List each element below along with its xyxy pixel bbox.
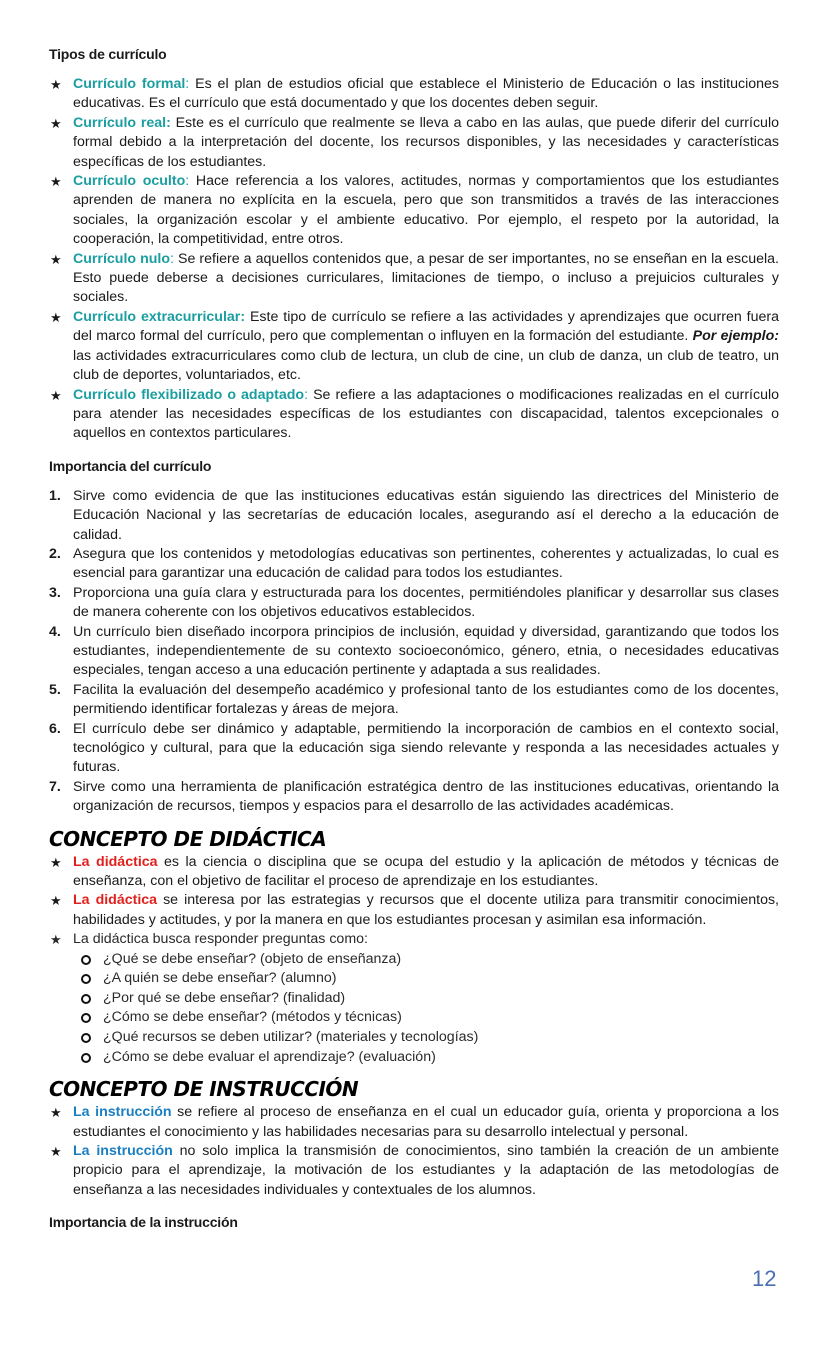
circle-bullet-icon (81, 1013, 91, 1023)
term: Currículo extracurricular: (73, 308, 246, 325)
list-item: 1. Sirve como evidencia de que las instituciones educativas están siguiendo las directrices del Ministerio de Educación Nacional y las secretarías de educación locales, asegurando así el derecho a la educación de calidad. (49, 487, 779, 543)
star-bullet-icon: ★ (50, 1144, 62, 1160)
list-item: ★ Currículo formal: Es el plan de estudios oficial que establece el Ministerio de Educación o las instituciones educativas. Es el currículo que está documentado y que los docentes deben seguir. (50, 76, 779, 112)
list-item: 7. Sirve como una herramienta de planificación estratégica dentro de las instituciones educativas, orientando la organización de recursos, tiempos y espacios para el desarrollo de las actividades académicas. (49, 778, 779, 815)
list-item: ★ Currículo extracurricular: Este tipo de currículo se refiere a las actividades y aprendizajes que ocurren fuera del marco formal del currículo, pero que complementan o influyen en la formación del estudiante. Por ejemplo: las actividades extracurriculares como club de lectura, un club de cine, un club de danza, un club de teatro, un club de deportes, voluntariados, etc. (50, 308, 779, 384)
star-bullet-icon: ★ (50, 309, 62, 325)
list-item: ★ La instrucción no solo implica la transmisión de conocimientos, sino también la creación de un ambiente propicio para el aprendizaje, la motivación de los estudiantes y la adaptación de las metodologías de enseñanza a las necesidades individuales y contextuales de los alumnos. (50, 1143, 779, 1198)
list-item: ¿Qué recursos se deben utilizar? (materiales y tecnologías) (79, 1028, 779, 1048)
term: La didáctica (73, 892, 158, 909)
term: Currículo flexibilizado o adaptado (73, 386, 305, 403)
term: Currículo real: (73, 114, 171, 131)
page-number: 12 (752, 1266, 777, 1291)
list-item: ¿Cómo se debe enseñar? (métodos y técnicas) (79, 1008, 779, 1028)
list-item: ¿Qué se debe enseñar? (objeto de enseñanza) (79, 950, 779, 970)
term: Currículo nulo (73, 250, 171, 267)
circle-bullet-icon (81, 1053, 91, 1063)
star-bullet-icon: ★ (50, 77, 62, 92)
list-item: ¿A quién se debe enseñar? (alumno) (79, 969, 779, 989)
list-item: ★ Currículo flexibilizado o adaptado: Se refiere a las adaptaciones o modificaciones realizadas en el currículo para atender las necesidades específicas de los estudiantes con discapacidad, talentos excepcionales o aquellos en contextos particulares. (50, 386, 780, 442)
importancia-instruccion-heading: Importancia de la instrucción (49, 1214, 238, 1231)
list-item: ★ La instrucción se refiere al proceso de enseñanza en el cual un educador guía, orienta y proporciona a los estudiantes el conocimiento y las habilidades necesarias para su desarrollo intelectual y personal. (50, 1104, 779, 1140)
list-item: 6. El currículo debe ser dinámico y adaptable, permitiendo la incorporación de cambios en el contexto social, tecnológico y cultural, para que la educación siga siendo relevante y responda a las necesidades actuales y futuras. (49, 720, 779, 776)
star-bullet-icon: ★ (50, 387, 62, 403)
tipos-heading: Tipos de currículo (49, 46, 167, 62)
star-bullet-icon: ★ (50, 1105, 62, 1121)
list-item: 4. Un currículo bien diseñado incorpora principios de inclusión, equidad y diversidad, garantizando que todos los estudiantes, independientemente de su contexto socioeconómico, género, etnia, o necesidades educativas especiales, tengan acceso a una educación pertinente y adaptada a sus realidades. (49, 623, 779, 679)
instruccion-list (49, 1103, 779, 1200)
list-item: ¿Cómo se debe evaluar el aprendizaje? (evaluación) (79, 1048, 779, 1068)
importancia-curriculo-heading: Importancia del currículo (49, 457, 212, 474)
list-item: ★ Currículo nulo: Se refiere a aquellos contenidos que, a pesar de ser importantes, no se enseñan en la escuela. Esto puede deberse a decisiones curriculares, limitaciones de tiempo, o incluso a prejuicios culturales y sociales. (50, 250, 779, 306)
star-bullet-icon: ★ (50, 115, 62, 131)
list-item: ★ Currículo real: Este es el currículo que realmente se lleva a cabo en las aulas, que puede diferir del currículo formal debido a la interpretación del docente, los recursos disponibles, y las necesidades y características específicas de los estudiantes. (50, 114, 779, 170)
questions-list (49, 950, 779, 1068)
document-page (49, 46, 779, 1243)
circle-bullet-icon (81, 974, 91, 984)
didactica-title: CONCEPTO DE DIDÁCTICA (49, 826, 327, 851)
star-bullet-icon: ★ (50, 854, 62, 870)
term: La instrucción (73, 1143, 173, 1160)
circle-bullet-icon (81, 1033, 91, 1043)
instruccion-title: CONCEPTO DE INSTRUCCIÓN (49, 1077, 359, 1102)
emphasis: Por ejemplo: (692, 328, 779, 345)
list-item: ★ La didáctica se interesa por las estrategias y recursos que el docente utiliza para transmitir conocimientos, habilidades y actitudes, y por la manera en que los estudiantes procesan y asimilan esa información. (50, 892, 779, 928)
term: La instrucción (73, 1104, 172, 1121)
term: La didáctica (73, 853, 158, 870)
star-bullet-icon: ★ (50, 174, 62, 190)
term: Currículo formal (73, 76, 186, 92)
term: Currículo oculto (73, 173, 186, 190)
list-item: 3. Proporciona una guía clara y estructurada para los docentes, permitiéndoles planificar y desarrollar sus clases de manera coherente con los objetivos educativos establecidos. (49, 584, 779, 621)
list-item: 2. Asegura que los contenidos y metodologías educativas son pertinentes, coherentes y actualizadas, lo cual es esencial para garantizar una educación de calidad para todos los estudiantes. (49, 545, 779, 582)
star-bullet-icon: ★ (50, 251, 62, 267)
list-item: ★ Currículo oculto: Hace referencia a los valores, actitudes, normas y comportamientos que los estudiantes aprenden de manera no explícita en la escuela, pero que son transmitidos a través de las interacciones sociales, la organización escolar y el ambiente educativo. Por ejemplo, el respeto por la autoridad, la cooperación, la competitividad, entre otros. (50, 173, 779, 248)
didactica-list (49, 853, 779, 950)
importancia-list (49, 487, 779, 817)
tipos-list (49, 75, 779, 444)
circle-bullet-icon (81, 994, 91, 1004)
list-item: 5. Facilita la evaluación del desempeño académico y profesional tanto de los estudiantes como de los docentes, permitiendo identificar fortalezas y áreas de mejora. (49, 681, 779, 718)
list-item: ★ La didáctica es la ciencia o disciplina que se ocupa del estudio y la aplicación de métodos y técnicas de enseñanza, con el objetivo de facilitar el proceso de aprendizaje en los estudiantes. (50, 853, 779, 890)
list-item: ¿Por qué se debe enseñar? (finalidad) (79, 989, 779, 1009)
star-bullet-icon: ★ (50, 893, 62, 909)
list-item: ★ La didáctica busca responder preguntas como: (49, 930, 779, 949)
star-bullet-icon: ★ (50, 932, 62, 948)
circle-bullet-icon (81, 955, 91, 965)
